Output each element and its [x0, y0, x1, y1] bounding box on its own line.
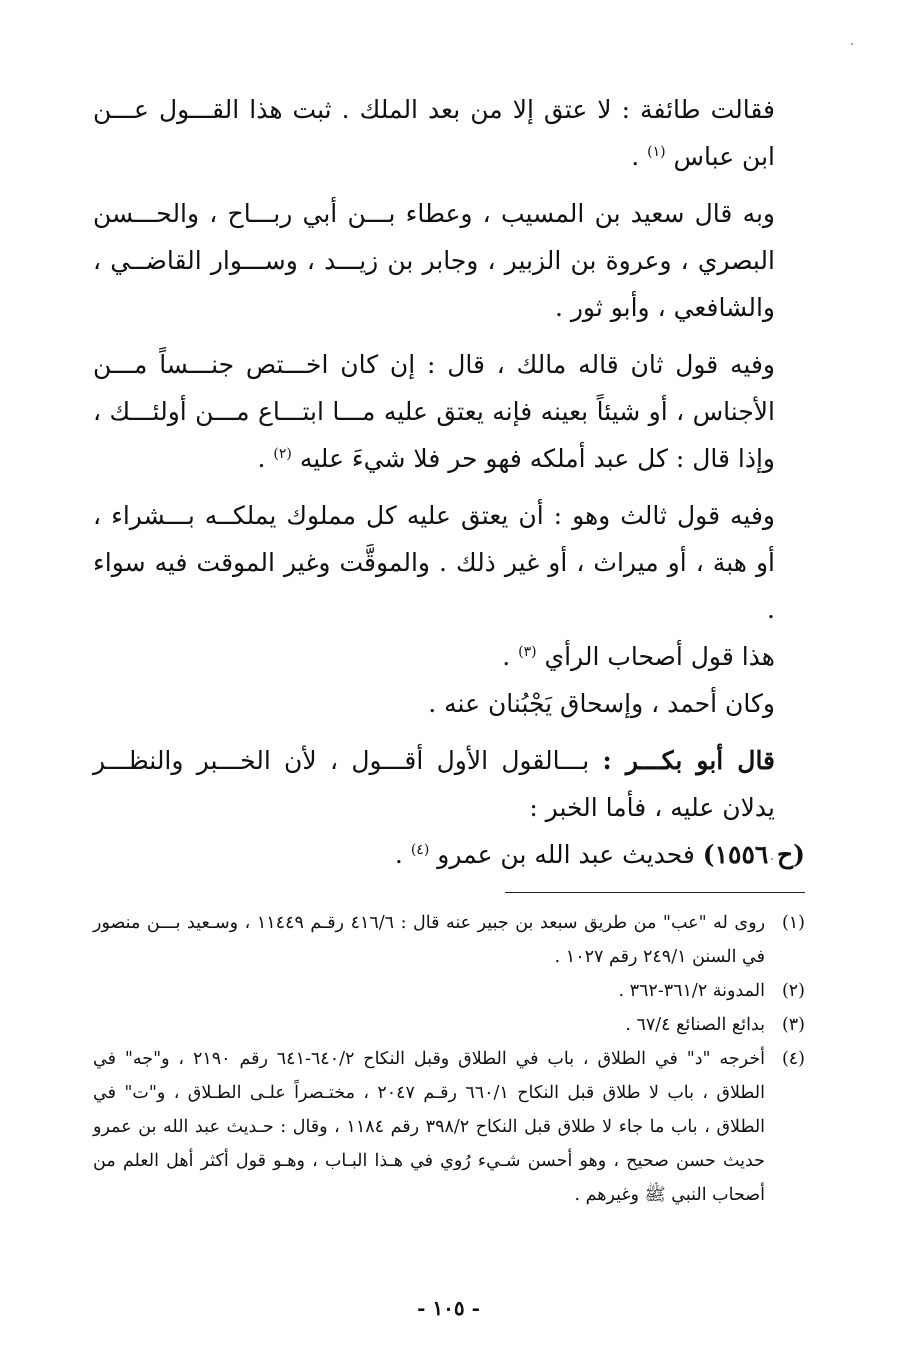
paragraph-3	[93, 341, 805, 482]
footnote-1	[93, 906, 805, 974]
footnote-ref-4: (٤)	[410, 842, 430, 858]
footnote-number: (٤)	[781, 1049, 805, 1069]
footnote-ref-3: (٣)	[518, 644, 537, 660]
abu-bakr-heading: قال أبو بكـــر :	[602, 746, 776, 775]
scan-speck	[851, 43, 853, 45]
footnote-number: (٢)	[781, 981, 805, 1001]
footnote-divider	[505, 892, 805, 893]
footnote-text: روى له "عب" من طريق سبعد بن جبير عنه قال : ٤١٦/٦ رقـم ١١٤٤٩ ، وسـعيد بـــن منصور في السنن ٢٤٩/١ رقم ١٠٢٧ .	[93, 913, 766, 967]
paragraph-3-text: وفيه قول ثان قاله مالك ، قال : إن كان اخـــتص جنـــساً مـــن الأجناس ، أو شيئاً بعينه فإنه يعتق عليه مـــا ابتـــاع مـــن أولئـــك ، وإذا قال : كل عبد أملكه فهو حر فلا شيءَ عليه	[93, 350, 775, 473]
main-text	[93, 86, 805, 878]
footnote-2	[93, 974, 805, 1008]
paragraph-8-end: .	[394, 840, 411, 869]
footnote-3	[93, 1008, 805, 1042]
footnote-text: أخرجه "د" في الطلاق ، باب في الطلاق وقبل النكاح ٦٤٠/٢-٦٤١ رقم ٢١٩٠ ، و"جه" في الطلاق ، باب لا طلاق قبل النكاح ٦٦٠/١ رقـم ٢٠٤٧ ، مختـصراً علـى الطـلاق ، و"ت" في الطلاق ، باب ما جاء لا طلاق قبل النكاح ٣٩٨/٢ رقم ١١٨٤ ، وقال : حـديث عبد الله بن عمرو حديث حسن صحيح ، وهو أحسن شـيء رُوي في هـذا البـاب ، وهـو قول أكثر أهل العلم من أصحاب النبي ﷺ وغيرهم .	[93, 1049, 766, 1205]
footnote-number: (١)	[781, 913, 805, 933]
paragraph-1	[93, 86, 805, 180]
page-number: - ١٠٥ -	[417, 1296, 480, 1320]
paragraph-6: وكان أحمد ، وإسحاق يَجْبُنان عنه .	[428, 689, 775, 718]
paragraph-2: وبه قال سعيد بن المسيب ، وعطاء بـــن أبي ربـــاح ، والحـــسن البصري ، وعروة بن الزبير ، وجابر بن زيـــد ، وســـوار القاضــي ، والشافعي ، وأبو ثور .	[93, 199, 775, 322]
footnote-4	[93, 1042, 805, 1212]
footnote-text: المدونة ٣٦١/٢-٣٦٢ .	[618, 981, 765, 1001]
footnote-ref-1: (١)	[647, 144, 666, 160]
footnote-text: بدائع الصنائع ٦٧/٤ .	[625, 1015, 765, 1035]
paragraph-7	[93, 737, 805, 831]
paragraph-3-end: .	[257, 444, 274, 473]
paragraph-8	[93, 831, 805, 878]
paragraph-5-end: .	[502, 642, 519, 671]
paragraph-1-end: .	[631, 142, 648, 171]
paragraph-4: وفيه قول ثالث وهو : أن يعتق عليه كل مملوك يملكــه بـــشراء ، أو هبة ، أو ميراث ، أو غير ذلك . والموقَّت وغير الموقت فيه سواء .	[93, 501, 775, 624]
footnotes	[93, 906, 805, 1212]
hadith-number: (ح ١٥٥٦)	[702, 840, 805, 869]
paragraph-1-text: فقالت طائفة : لا عتق إلا من بعد الملك . ثبت هذا القـــول عـــن ابن عباس	[93, 95, 775, 171]
paragraph-5	[93, 633, 805, 680]
paragraph-8-text: فحديث عبد الله بن عمرو	[437, 840, 703, 869]
footnote-number: (٣)	[781, 1015, 805, 1035]
paragraph-7-text: بـــالقول الأول أقـــول ، لأن الخـــبر والنظـــر يدلان عليه ، فأما الخبر :	[93, 746, 775, 822]
paragraph-5-text: هذا قول أصحاب الرأي	[544, 642, 775, 671]
footnote-ref-2: (٢)	[273, 446, 292, 462]
